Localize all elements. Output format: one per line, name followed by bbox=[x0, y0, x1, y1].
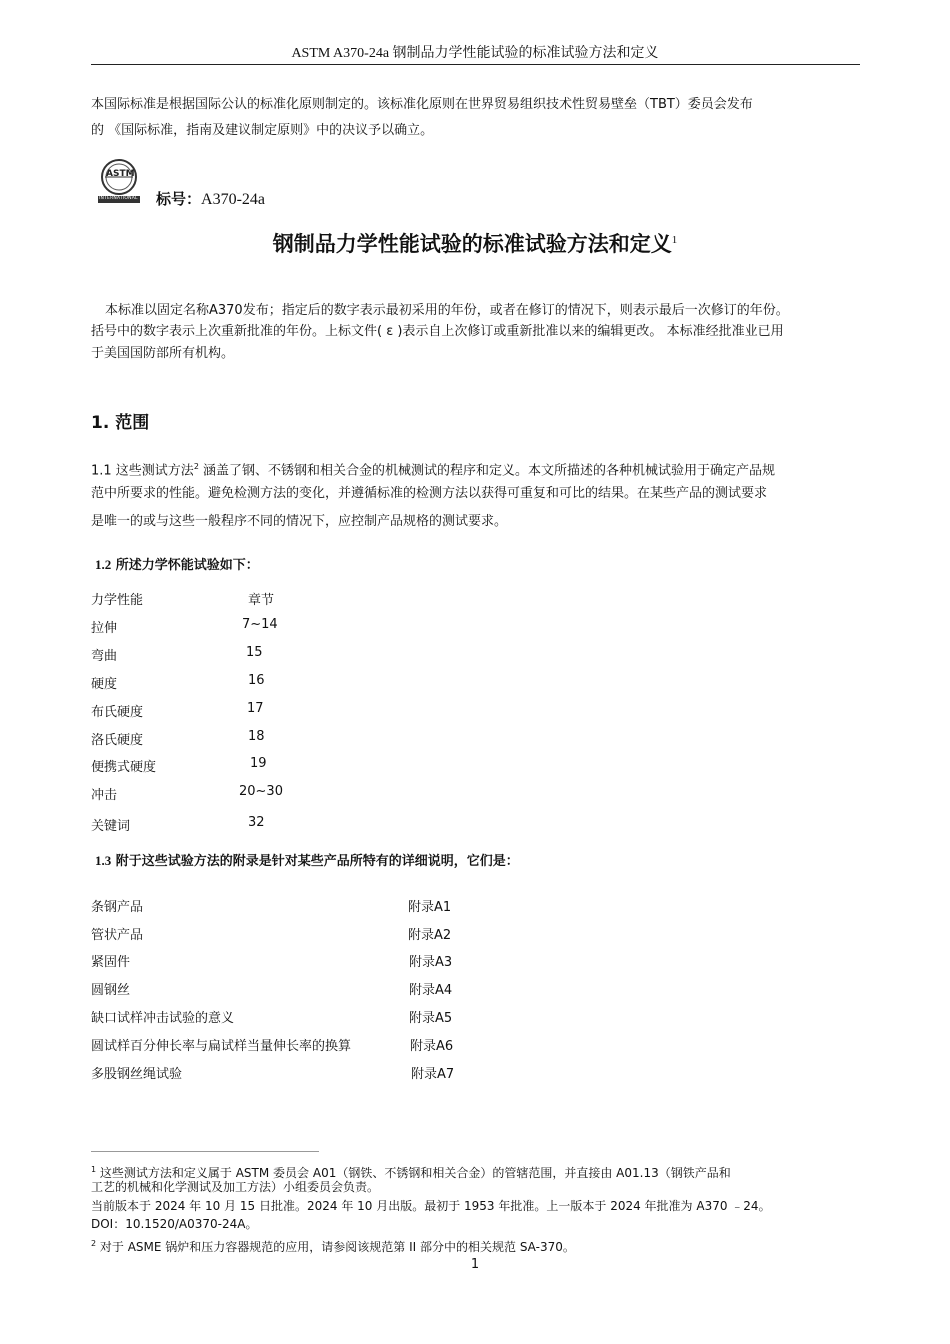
table-row-label: 便携式硬度 bbox=[91, 760, 157, 775]
preamble-line-1: 本标准以固定名称A370发布；指定后的数字表示最初采用的年份，或者在修订的情况下，则表示最后一次修订的年份。 bbox=[105, 303, 789, 318]
table-row-label: 拉伸 bbox=[91, 621, 118, 636]
para-1-1-rest: 涵盖了钢、不锈钢和相关合金的机械测试的程序和定义。本文所描述的各种机械试验用于确定产品规 bbox=[198, 463, 776, 479]
table-row-value: 15 bbox=[246, 645, 263, 660]
table-row-label: 关键词 bbox=[91, 819, 131, 834]
intro-line-2: 的 《国际标准，指南及建议制定原则》中的决议予以确立。 bbox=[91, 123, 434, 138]
designation bbox=[156, 188, 265, 209]
table-header-property: 力学性能 bbox=[91, 593, 144, 608]
para-1-3-text: 附于这些试验方法的附录是针对某些产品所特有的详细说明，它们是： bbox=[111, 854, 519, 869]
header-rule bbox=[91, 64, 860, 65]
table-row-value: 20~30 bbox=[239, 784, 283, 799]
logo-text: ASTM bbox=[106, 169, 135, 179]
preamble-line-3: 于美国国防部所有机构。 bbox=[91, 346, 235, 361]
table-row-label: 弯曲 bbox=[91, 649, 118, 664]
para-1-1-line-3: 是唯一的或与这些一般程序不同的情况下，应控制产品规格的测试要求。 bbox=[91, 514, 508, 529]
footnote-1-number: 1 bbox=[91, 1165, 97, 1174]
annex-row-value: 附录A3 bbox=[409, 955, 453, 970]
table-row-label: 硬度 bbox=[91, 677, 118, 692]
annex-row-label: 多股钢丝绳试验 bbox=[91, 1067, 183, 1082]
logo-subtext: INTERNATIONAL bbox=[99, 196, 138, 201]
para-1-3 bbox=[95, 850, 519, 869]
table-row-value: 17 bbox=[247, 701, 264, 716]
running-header: ASTM A370-24a 钢制品力学性能试验的标准试验方法和定义 bbox=[291, 46, 659, 61]
footnote-rule bbox=[91, 1151, 319, 1152]
title-text: 钢制品力学性能试验的标准试验方法和定义 bbox=[272, 232, 672, 256]
annex-row-label: 管状产品 bbox=[91, 928, 144, 943]
footnote-1-text: 这些测试方法和定义属于 ASTM 委员会 A01（钢铁、不锈钢和相关合金）的管辖范围，并直接由 A01.13（钢铁产品和 bbox=[96, 1166, 731, 1180]
preamble-line-2: 括号中的数字表示上次重新批准的年份。上标文件( ε )表示自上次修订或重新批准以来的编辑更改。 本标准经批准业已用 bbox=[91, 324, 784, 339]
annex-row-label: 圆钢丝 bbox=[91, 983, 131, 998]
footnote-2-text: 对于 ASME 锅炉和压力容器规范的应用，请参阅该规范第 II 部分中的相关规范 SA-370。 bbox=[96, 1240, 575, 1254]
table-row-value: 19 bbox=[250, 756, 267, 771]
para-1-3-number: 1.3 bbox=[95, 853, 112, 868]
annex-row-label: 紧固件 bbox=[91, 955, 131, 970]
table-row-label: 冲击 bbox=[91, 788, 118, 803]
annex-row-value: 附录A5 bbox=[409, 1011, 453, 1026]
table-row-value: 18 bbox=[248, 729, 265, 744]
designation-label: 标号： bbox=[156, 190, 202, 208]
annex-row-label: 缺口试样冲击试验的意义 bbox=[91, 1011, 235, 1026]
annex-row-value: 附录A1 bbox=[408, 900, 452, 915]
annex-row-value: 附录A7 bbox=[411, 1067, 455, 1082]
footnote-1-line-2: 工艺的机械和化学测试及加工方法）小组委员会负责。 bbox=[91, 1180, 380, 1194]
para-1-2-text: 所述力学怀能试验如下： bbox=[111, 558, 259, 573]
annex-row-value: 附录A2 bbox=[408, 928, 452, 943]
table-header-section: 章节 bbox=[248, 593, 275, 608]
annex-row-label: 条钢产品 bbox=[91, 900, 144, 915]
footnote-1-line-4: DOI：10.1520/A0370-24A。 bbox=[91, 1217, 258, 1231]
para-1-1-line-2: 范中所要求的性能。避免检测方法的变化，并遵循标准的检测方法以获得可重复和可比的结果。在某些产品的测试要求 bbox=[91, 486, 768, 501]
para-1-2 bbox=[95, 554, 259, 573]
table-row-value: 32 bbox=[248, 815, 265, 830]
table-row-value: 7~14 bbox=[242, 617, 278, 632]
document-title bbox=[0, 228, 950, 258]
footnote-2-number: 2 bbox=[91, 1239, 97, 1248]
page-number: 1 bbox=[470, 1257, 480, 1272]
table-row-label: 洛氏硬度 bbox=[91, 733, 144, 748]
annex-row-value: 附录A4 bbox=[409, 983, 453, 998]
footnote-1-line-3: 当前版本于 2024 年 10 月 15 日批准。2024 年 10 月出版。最初于 1953 年批准。上一版本于 2024 年批准为 A370 ﹣24。 bbox=[91, 1199, 771, 1213]
section-heading-scope: 1. 范围 bbox=[91, 413, 150, 433]
para-1-2-number: 1.2 bbox=[95, 557, 112, 572]
annex-row-value: 附录A6 bbox=[410, 1039, 454, 1054]
table-row-label: 布氏硬度 bbox=[91, 705, 144, 720]
title-footnote-ref: 1 bbox=[671, 234, 678, 246]
para-1-1-prefix: 1.1 这些测试方法 bbox=[91, 463, 194, 479]
designation-code: A370-24a bbox=[201, 191, 265, 208]
astm-logo bbox=[96, 157, 142, 205]
intro-line-1: 本国际标准是根据国际公认的标准化原则制定的。该标准化原则在世界贸易组织技术性贸易壁垒（TBT）委员会发布 bbox=[91, 97, 753, 112]
footnote-ref-2: 2 bbox=[193, 462, 199, 471]
footnote-2 bbox=[91, 1235, 575, 1256]
table-row-value: 16 bbox=[248, 673, 265, 688]
annex-row-label: 圆试样百分伸长率与扁试样当量伸长率的换算 bbox=[91, 1039, 352, 1054]
